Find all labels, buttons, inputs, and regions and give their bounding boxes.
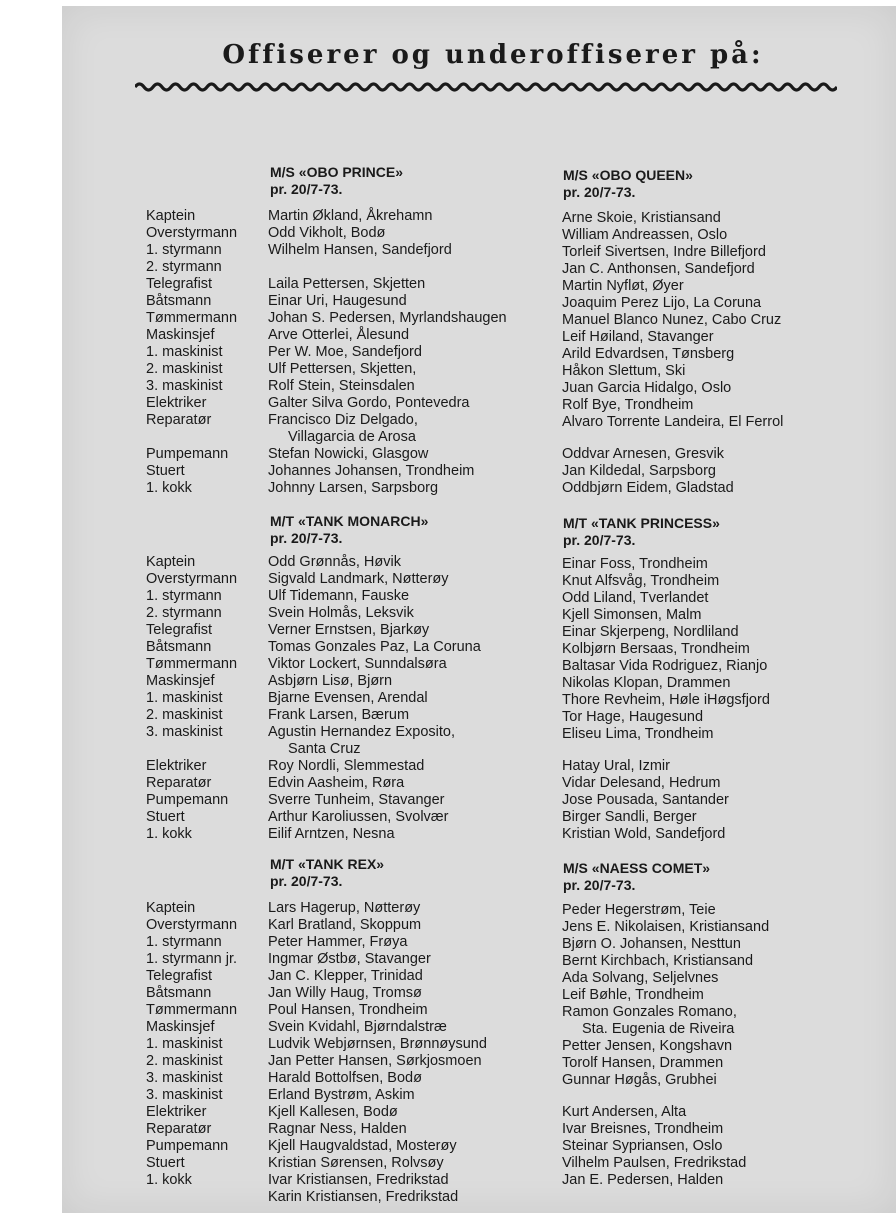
crew-member: Roy Nordli, Slemmestad [268, 758, 425, 774]
crew-member: Jan Willy Haug, Tromsø [268, 985, 422, 1001]
crew-member: Steinar Sypriansen, Oslo [562, 1138, 723, 1154]
crew-rank: 3. maskinist [146, 378, 223, 394]
crew-member: Jan Kildedal, Sarpsborg [562, 463, 716, 479]
crew-member: Jose Pousada, Santander [562, 792, 729, 808]
crew-rank: 2. styrmann [146, 259, 222, 275]
crew-rank: Kaptein [146, 554, 196, 570]
crew-member: Einar Foss, Trondheim [562, 556, 708, 572]
crew-member: Kjell Haugvaldstad, Mosterøy [268, 1138, 457, 1154]
crew-member: Martin Økland, Åkrehamn [268, 208, 433, 224]
crew-member: Svein Kvidahl, Bjørndalstræ [268, 1019, 447, 1035]
crew-member: Birger Sandli, Berger [562, 809, 697, 825]
crew-member: Alvaro Torrente Landeira, El Ferrol [562, 414, 784, 430]
crew-member: Ivar Breisnes, Trondheim [562, 1121, 724, 1137]
crew-rank: 2. styrmann [146, 605, 222, 621]
crew-member: Galter Silva Gordo, Pontevedra [268, 395, 470, 411]
crew-rank: Overstyrmann [146, 225, 238, 241]
crew-rank: Maskinsjef [146, 1019, 215, 1035]
crew-member: Rolf Bye, Trondheim [562, 397, 694, 413]
crew-rank: Maskinsjef [146, 327, 215, 343]
crew-member: Johan S. Pedersen, Myrlandshaugen [268, 310, 507, 326]
crew-rank: 1. styrmann [146, 934, 222, 950]
crew-member: Thore Revheim, Høle iHøgsfjord [562, 692, 770, 708]
crew-rank: 2. maskinist [146, 1053, 223, 1069]
ship-date: pr. 20/7-73. [563, 184, 636, 200]
crew-rank: Overstyrmann [146, 571, 238, 587]
crew-member: Ramon Gonzales Romano, [562, 1004, 737, 1020]
crew-member: Jan C. Anthonsen, Sandefjord [562, 261, 755, 277]
crew-member: Peder Hegerstrøm, Teie [562, 902, 716, 918]
crew-member: Nikolas Klopan, Drammen [562, 675, 731, 691]
crew-member: Arne Skoie, Kristiansand [562, 210, 721, 226]
crew-member: Santa Cruz [288, 741, 361, 757]
crew-member: Kjell Kallesen, Bodø [268, 1104, 398, 1120]
crew-member: Viktor Lockert, Sunndalsøra [268, 656, 447, 672]
crew-member: Jan Petter Hansen, Sørkjosmoen [268, 1053, 482, 1069]
crew-member: Jan E. Pedersen, Halden [562, 1172, 724, 1188]
crew-rank: Reparatør [146, 775, 212, 791]
crew-member: Johannes Johansen, Trondheim [268, 463, 475, 479]
crew-member: Poul Hansen, Trondheim [268, 1002, 428, 1018]
crew-member: Kurt Andersen, Alta [562, 1104, 687, 1120]
crew-member: Villagarcia de Arosa [288, 429, 416, 445]
crew-member: Knut Alfsvåg, Trondheim [562, 573, 720, 589]
crew-rank: Pumpemann [146, 792, 229, 808]
crew-member: Martin Nyfløt, Øyer [562, 278, 684, 294]
crew-member: Francisco Diz Delgado, [268, 412, 418, 428]
crew-member: Karin Kristiansen, Fredrikstad [268, 1189, 459, 1205]
crew-member: Peter Hammer, Frøya [268, 934, 408, 950]
crew-member: Kjell Simonsen, Malm [562, 607, 702, 623]
crew-rank: Stuert [146, 1155, 185, 1171]
ship-name: M/S «OBO QUEEN» [563, 167, 693, 183]
ship-date: pr. 20/7-73. [563, 877, 636, 893]
ship-date: pr. 20/7-73. [270, 181, 343, 197]
crew-member: Ulf Tidemann, Fauske [268, 588, 410, 604]
crew-rank: 3. maskinist [146, 1070, 223, 1086]
crew-member: Oddvar Arnesen, Gresvik [562, 446, 724, 462]
crew-rank: Maskinsjef [146, 673, 215, 689]
crew-member: Jan C. Klepper, Trinidad [268, 968, 423, 984]
crew-rank: 1. styrmann [146, 588, 222, 604]
crew-member: Erland Bystrøm, Askim [268, 1087, 415, 1103]
crew-member: Ludvik Webjørnsen, Brønnøysund [268, 1036, 487, 1052]
ship-date: pr. 20/7-73. [563, 532, 636, 548]
crew-member: Tomas Gonzales Paz, La Coruna [268, 639, 481, 655]
crew-member: William Andreassen, Oslo [562, 227, 728, 243]
crew-member: Tor Hage, Haugesund [562, 709, 704, 725]
crew-member: Ada Solvang, Seljelvnes [562, 970, 719, 986]
crew-member: Ingmar Østbø, Stavanger [268, 951, 431, 967]
crew-rank: 1. maskinist [146, 690, 223, 706]
crew-member: Leif Høiland, Stavanger [562, 329, 714, 345]
crew-member: Johnny Larsen, Sarpsborg [268, 480, 439, 496]
crew-member: Rolf Stein, Steinsdalen [268, 378, 415, 394]
crew-rank: Pumpemann [146, 1138, 229, 1154]
crew-member: Lars Hagerup, Nøtterøy [268, 900, 421, 916]
crew-rank: Stuert [146, 463, 185, 479]
crew-member: Joaquim Perez Lijo, La Coruna [562, 295, 762, 311]
crew-member: Jens E. Nikolaisen, Kristiansand [562, 919, 770, 935]
crew-rank: 1. maskinist [146, 1036, 223, 1052]
crew-rank: Kaptein [146, 208, 196, 224]
crew-member: Juan Garcia Hidalgo, Oslo [562, 380, 732, 396]
crew-member: Asbjørn Lisø, Bjørn [268, 673, 393, 689]
crew-rank: 1. kokk [146, 826, 192, 842]
crew-member: Håkon Slettum, Ski [562, 363, 686, 379]
crew-member: Sigvald Landmark, Nøtterøy [268, 571, 449, 587]
crew-member: Torolf Hansen, Drammen [562, 1055, 724, 1071]
crew-rank: Reparatør [146, 412, 212, 428]
crew-member: Harald Bottolfsen, Bodø [268, 1070, 422, 1086]
crew-rank: 2. maskinist [146, 361, 223, 377]
crew-member: Frank Larsen, Bærum [268, 707, 410, 723]
crew-member: Torleif Sivertsen, Indre Billefjord [562, 244, 766, 260]
crew-rank: 3. maskinist [146, 1087, 223, 1103]
crew-member: Wilhelm Hansen, Sandefjord [268, 242, 452, 258]
crew-rank: Telegrafist [146, 622, 213, 638]
crew-member: Agustin Hernandez Exposito, [268, 724, 455, 740]
crew-member: Odd Liland, Tverlandet [562, 590, 709, 606]
crew-member: Arthur Karoliussen, Svolvær [268, 809, 449, 825]
crew-member: Sta. Eugenia de Riveira [582, 1021, 735, 1037]
crew-member: Laila Pettersen, Skjetten [268, 276, 426, 292]
crew-rank: Båtsmann [146, 639, 212, 655]
crew-rank: 1. maskinist [146, 344, 223, 360]
crew-member: Stefan Nowicki, Glasgow [268, 446, 429, 462]
crew-member: Ragnar Ness, Halden [268, 1121, 407, 1137]
page-title: Offiserer og underoffiserer på: [222, 40, 764, 70]
ship-date: pr. 20/7-73. [270, 530, 343, 546]
crew-member: Eliseu Lima, Trondheim [562, 726, 714, 742]
crew-rank: Tømmermann [146, 656, 238, 672]
crew-member: Manuel Blanco Nunez, Cabo Cruz [562, 312, 782, 328]
crew-rank: Telegrafist [146, 968, 213, 984]
crew-member: Odd Grønnås, Høvik [268, 554, 401, 570]
crew-member: Ivar Kristiansen, Fredrikstad [268, 1172, 449, 1188]
crew-member: Verner Ernstsen, Bjarkøy [268, 622, 430, 638]
crew-rank: Elektriker [146, 1104, 207, 1120]
crew-member: Vidar Delesand, Hedrum [562, 775, 721, 791]
crew-rank: Reparatør [146, 1121, 212, 1137]
crew-member: Arve Otterlei, Ålesund [268, 327, 410, 343]
crew-member: Gunnar Høgås, Grubhei [562, 1072, 717, 1088]
crew-rank: 1. kokk [146, 480, 192, 496]
crew-member: Ulf Pettersen, Skjetten, [268, 361, 417, 377]
crew-member: Per W. Moe, Sandefjord [268, 344, 422, 360]
crew-member: Baltasar Vida Rodriguez, Rianjo [562, 658, 768, 674]
crew-member: Odd Vikholt, Bodø [268, 225, 386, 241]
crew-member: Kristian Sørensen, Rolvsøy [268, 1155, 444, 1171]
crew-rank: Pumpemann [146, 446, 229, 462]
crew-rank: Elektriker [146, 758, 207, 774]
crew-member: Kristian Wold, Sandefjord [562, 826, 726, 842]
crew-rank: 1. styrmann [146, 242, 222, 258]
crew-member: Edvin Aasheim, Røra [268, 775, 405, 791]
crew-member: Leif Bøhle, Trondheim [562, 987, 704, 1003]
crew-rank: Kaptein [146, 900, 196, 916]
crew-member: Einar Uri, Haugesund [268, 293, 407, 309]
crew-member: Vilhelm Paulsen, Fredrikstad [562, 1155, 747, 1171]
crew-member: Petter Jensen, Kongshavn [562, 1038, 733, 1054]
crew-rank: 2. maskinist [146, 707, 223, 723]
crew-member: Svein Holmås, Leksvik [268, 605, 414, 621]
crew-rank: Stuert [146, 809, 185, 825]
crew-rank: Overstyrmann [146, 917, 238, 933]
crew-rank: Tømmermann [146, 1002, 238, 1018]
crew-member: Bjørn O. Johansen, Nesttun [562, 936, 741, 952]
crew-rank: 1. styrmann jr. [146, 951, 238, 967]
crew-member: Oddbjørn Eidem, Gladstad [562, 480, 734, 496]
crew-member: Sverre Tunheim, Stavanger [268, 792, 445, 808]
crew-member: Bjarne Evensen, Arendal [268, 690, 428, 706]
ship-date: pr. 20/7-73. [270, 873, 343, 889]
ship-name: M/T «TANK MONARCH» [270, 513, 429, 529]
ship-name: M/T «TANK REX» [270, 856, 385, 872]
crew-rank: Elektriker [146, 395, 207, 411]
crew-rank: 1. kokk [146, 1172, 192, 1188]
wavy-divider [135, 80, 837, 94]
crew-member: Einar Skjerpeng, Nordliland [562, 624, 739, 640]
ship-name: M/S «NAESS COMET» [563, 860, 711, 876]
crew-member: Kolbjørn Bersaas, Trondheim [562, 641, 750, 657]
crew-member: Karl Bratland, Skoppum [268, 917, 422, 933]
crew-rank: Tømmermann [146, 310, 238, 326]
crew-rank: Båtsmann [146, 985, 212, 1001]
crew-member: Hatay Ural, Izmir [562, 758, 670, 774]
crew-rank: Telegrafist [146, 276, 213, 292]
crew-member: Arild Edvardsen, Tønsberg [562, 346, 735, 362]
ship-name: M/S «OBO PRINCE» [270, 164, 404, 180]
ship-name: M/T «TANK PRINCESS» [563, 515, 720, 531]
crew-rank: Båtsmann [146, 293, 212, 309]
crew-member: Eilif Arntzen, Nesna [268, 826, 395, 842]
crew-member: Bernt Kirchbach, Kristiansand [562, 953, 754, 969]
crew-rank: 3. maskinist [146, 724, 223, 740]
